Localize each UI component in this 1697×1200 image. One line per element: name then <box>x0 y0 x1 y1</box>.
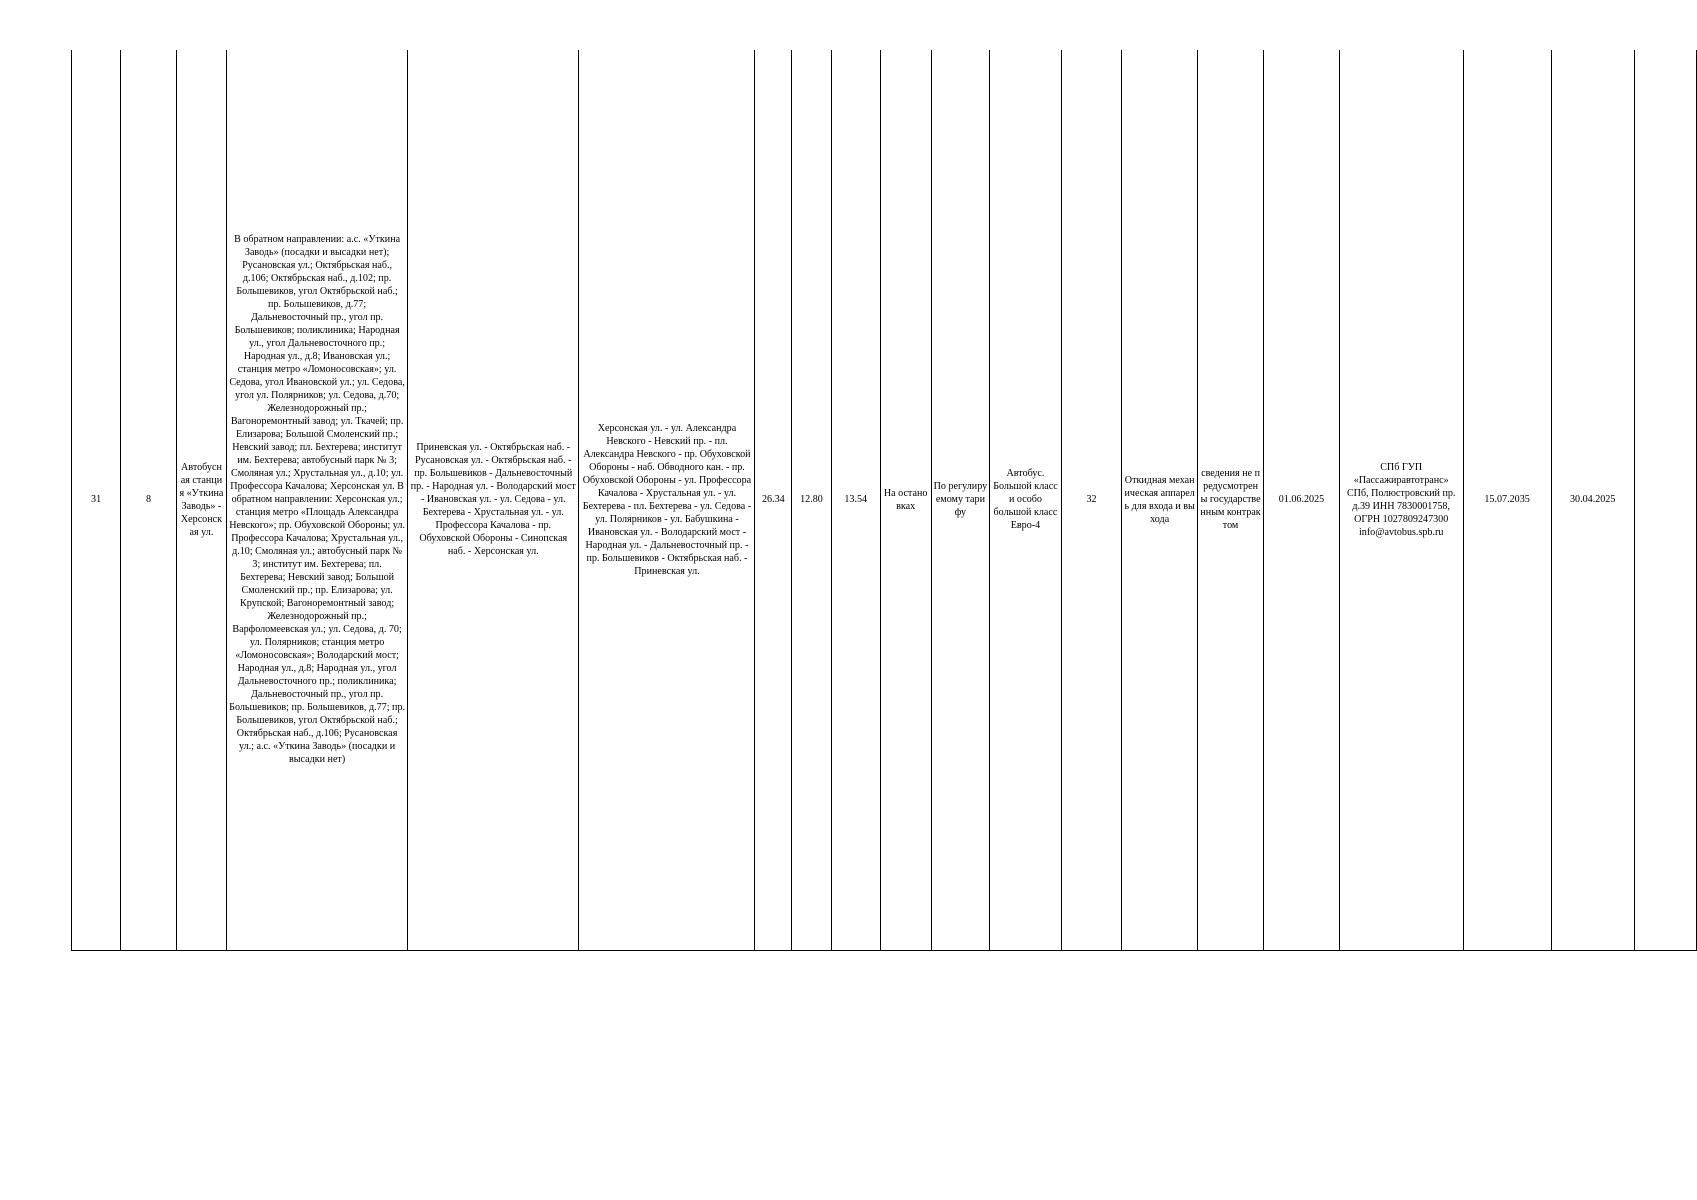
route-length-back: 13.54 <box>831 50 880 950</box>
fare-type: По регулируемому тарифу <box>931 50 990 950</box>
route-registry-table <box>71 50 1697 951</box>
vehicle-class: Автобус. Большой класс и особо большой класс Евро-4 <box>990 50 1062 950</box>
empty-cell <box>1634 50 1696 950</box>
vehicle-equipment: Откидная механическая аппарель для входа и выхода <box>1122 50 1198 950</box>
streets-forward: Приневская ул. - Октябрьская наб. - Русановская ул. - Октябрьская наб. - пр. Большевиков - Дальневосточный пр. - Народная ул. - Володарский мост - Ивановская ул. - ул. Седова - ул. Бехтерева - Хрустальная ул. - ул. Профессора Качалова - пр. Обуховской Обороны - Синопская наб. - Херсонская ул. <box>408 50 579 950</box>
extra-date: 30.04.2025 <box>1551 50 1634 950</box>
stops-list: В обратном направлении: а.с. «Уткина Заводь» (посадки и высадки нет); Русановская ул.; Октябрьская наб., д.106; Октябрьская наб., д.102; пр. Большевиков, угол Октябрьской наб.; пр. Большевиков, д.77; Дальневосточный пр., угол пр. Большевиков; поликлиника; Народная ул., угол Дальневосточного пр.; Народная ул., д.8; Ивановская ул.; станция метро «Ломоносовская»; ул. Седова, угол Ивановской ул.; ул. Седова, угол ул. Полярников; ул. Седова, д.70; Железнодорожный пр.; Вагоноремонтный завод; ул. Ткачей; пр. Елизарова; Большой Смоленский пр.; Невский завод; пл. Бехтерева; институт им. Бехтерева; автобусный парк № 3; Смоляная ул.; Хрустальная ул., д.10; ул. Профессора Качалова; Херсонская ул. В обратном направлении: Херсонская ул.; станция метро «Площадь Александра Невского»; пр. Обуховской Обороны; ул. Профессора Качалова; Хрустальная ул., д.10; Смоляная ул.; автобусный парк № 3; институт им. Бехтерева; пл. Бехтерева; Невский завод; Большой Смоленский пр.; пр. Елизарова; ул. Крупской; Вагоноремонтный завод; Железнодорожный пр.; Варфоломеевская ул.; ул. Седова, д. 70; ул. Полярников; станция метро «Ломоносовская»; Володарский мост; Народная ул., д.8; Народная ул., угол Дальневосточного пр.; поликлиника; Дальневосточный пр., угол пр. Большевиков; пр. Большевиков, д.77; пр. Большевиков, угол Октябрьской наб.; Октябрьская наб., д.106; Русановская ул.; а.с. «Уткина Заводь» (посадки и высадки нет) <box>227 50 408 950</box>
route-number: 8 <box>121 50 177 950</box>
streets-back: Херсонская ул. - ул. Александра Невского - Невский пр. - пл. Александра Невского - пр. Обуховской Обороны - наб. Обводного кан. - пр. Обуховской Обороны - ул. Профессора Качалова - Хрустальная ул. - ул. Бехтерева - пл. Бехтерева - ул. Седова - ул. Полярников - ул. Бабушкина - Ивановская ул. - Володарский мост - Народная ул. - Дальневосточный пр. - пр. Большевиков - Октябрьская наб. - Приневская ул. <box>579 50 755 950</box>
row-number: 31 <box>72 50 121 950</box>
route-name: Автобусная станция «Уткина Заводь» - Херсонская ул. <box>176 50 226 950</box>
contract-info: сведения не предусмотрены государственным контрактом <box>1198 50 1264 950</box>
route-length-forward: 12.80 <box>792 50 832 950</box>
vehicle-count: 32 <box>1061 50 1122 950</box>
route-length-total: 26.34 <box>755 50 792 950</box>
carrier-info: СПб ГУП «Пассажиравтотранс» СПб, Полюстровский пр. д.39 ИНН 7830001758, ОГРН 1027809247300 info@avtobus.spb.ru <box>1339 50 1463 950</box>
table-row <box>72 50 1697 950</box>
end-date: 15.07.2035 <box>1463 50 1551 950</box>
boarding-procedure: На остановках <box>880 50 931 950</box>
start-date: 01.06.2025 <box>1264 50 1340 950</box>
